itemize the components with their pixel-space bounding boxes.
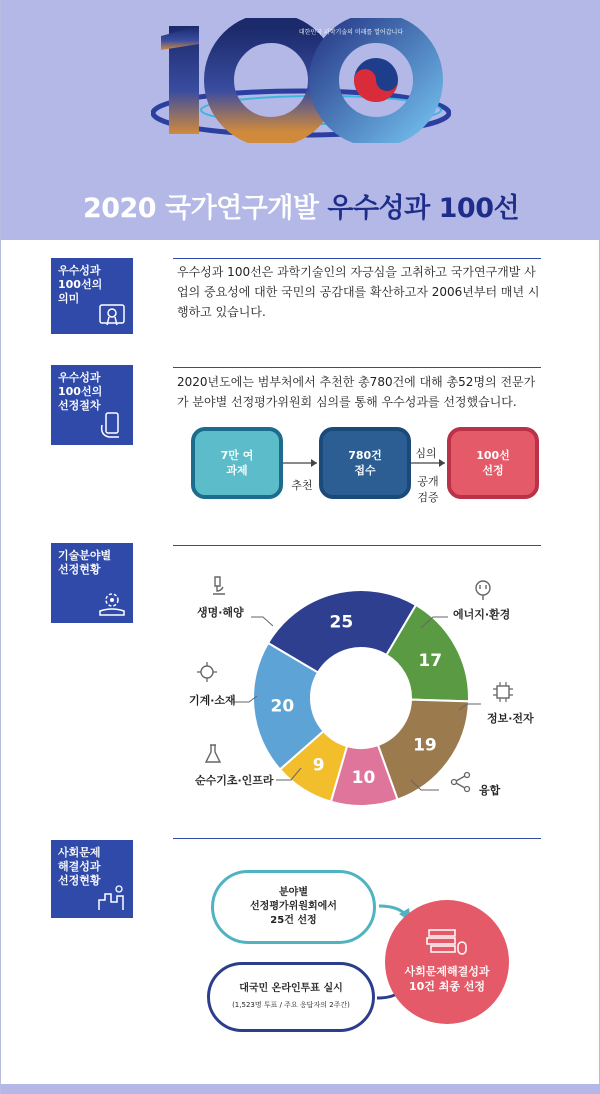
flow-step-selected	[447, 427, 539, 499]
robot-arm-icon	[195, 660, 219, 684]
donut-value-4: 9	[312, 755, 325, 776]
public-vote-note: (1,523명 투표 / 주요 응답자의 2주간)	[232, 1001, 350, 1009]
flow-label-recommend: 추천	[291, 479, 313, 492]
field-label-mech: 기계·소재	[189, 694, 236, 707]
tag-label: 기술분야별 선정현황	[58, 549, 112, 576]
flask-icon	[201, 742, 225, 766]
phone-hand-icon	[97, 411, 127, 439]
donut-value-1: 17	[418, 650, 443, 671]
divider-2	[173, 367, 541, 368]
donut-value-0: 25	[329, 612, 354, 633]
donut-value-3: 10	[351, 767, 376, 788]
divider-3	[173, 545, 541, 546]
public-vote-pill	[207, 962, 375, 1032]
section-tag-process	[51, 365, 133, 445]
flow-step-projects	[191, 427, 283, 499]
field-donut-chart	[251, 588, 471, 808]
field-label-bio: 생명·해양	[197, 606, 244, 619]
section-tag-field	[51, 543, 133, 623]
title-prefix: 2020 국가연구개발	[82, 193, 319, 224]
header-banner	[1, 0, 600, 240]
microscope-icon	[207, 574, 231, 598]
logo-tagline: 대한민국 과학기술의 미래를 열어갑니다	[298, 29, 404, 36]
footer-bar	[1, 1084, 600, 1094]
section-text-meaning: 우수성과 100선은 과학기술인의 자긍심을 고취하고 국가연구개발 사업의 중요성에 대한 국민의 공감대를 확산하고자 2006년부터 매년 시행하고 있습니다.	[177, 265, 540, 319]
flow-step-label: 7만 여 과제	[220, 449, 254, 477]
page-title	[1, 186, 600, 225]
flow-label-public: 공개 검증	[417, 475, 439, 504]
flow-label-review: 심의	[415, 447, 437, 460]
city-icon	[97, 884, 127, 912]
field-label-convergence: 융합	[479, 784, 501, 797]
field-label-basic: 순수기초·인프라	[195, 774, 274, 787]
committee-selection-text: 분야별 선정평가위원회에서 25건 선정	[250, 887, 337, 926]
donut-value-5: 20	[270, 696, 295, 717]
committee-selection-pill	[211, 870, 376, 944]
flow-step-label: 100선 선정	[476, 449, 510, 477]
final-selection-circle	[385, 900, 509, 1024]
tag-label: 우수성과 100선의 선정절차	[58, 371, 103, 412]
final-selection-text: 사회문제해결성과 10건 최종 선정	[404, 965, 490, 993]
tag-label: 사회문제 해결성과 선정현황	[58, 846, 101, 887]
gear-hand-icon	[97, 589, 127, 617]
divider-1	[173, 258, 541, 259]
flow-step-label: 780건 접수	[348, 449, 382, 477]
title-accent: 우수성과 100선	[327, 193, 520, 224]
books-mouse-icon	[425, 924, 469, 958]
certificate-icon	[97, 300, 127, 328]
divider-4	[173, 838, 541, 839]
donut-value-2: 19	[413, 735, 437, 756]
flow-step-received	[319, 427, 411, 499]
field-label-it: 정보·전자	[487, 712, 534, 725]
section-text-process: 2020년도에는 범부처에서 추천한 총780건에 대해 총52명의 전문가가 분야별 선정평가위원회 심의를 통해 우수성과를 선정했습니다.	[177, 375, 536, 409]
chip-icon	[491, 680, 515, 704]
public-vote-text: 대국민 온라인투표 실시	[239, 983, 343, 994]
100-logo	[151, 18, 451, 143]
public-vote-box	[232, 968, 350, 1026]
tag-label: 우수성과 100선의 의미	[58, 264, 103, 305]
field-label-energy: 에너지·환경	[453, 608, 511, 621]
network-icon	[449, 770, 473, 794]
section-tag-meaning	[51, 258, 133, 334]
section-tag-social	[51, 840, 133, 918]
plug-icon	[471, 578, 495, 602]
